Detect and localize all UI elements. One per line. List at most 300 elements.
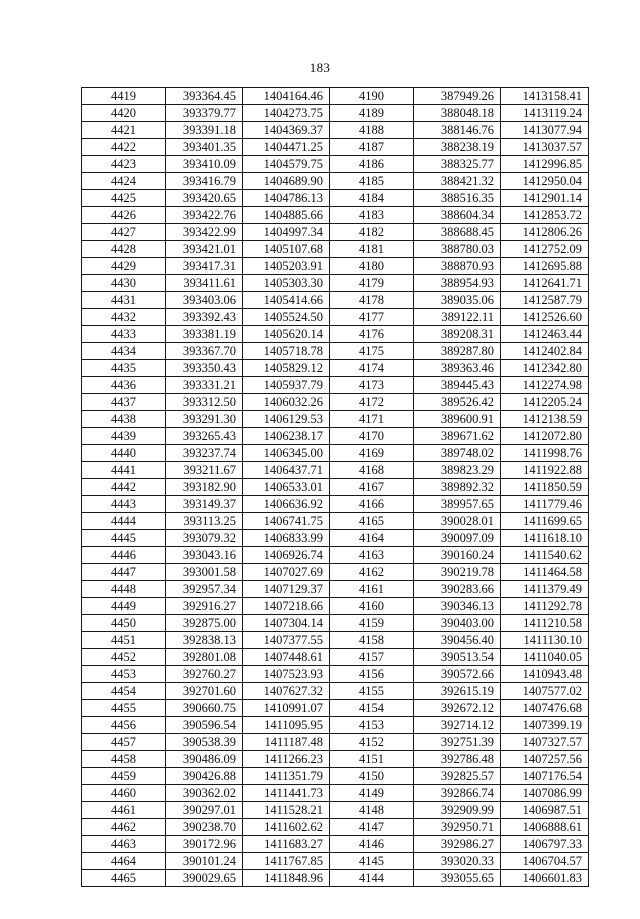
x-coordinate-left: 390297.01 bbox=[166, 802, 243, 819]
y-coordinate-right: 1411130.10 bbox=[501, 632, 589, 649]
coordinate-table bbox=[81, 87, 589, 887]
point-id-left: 4429 bbox=[82, 258, 166, 275]
y-coordinate-right: 1411379.49 bbox=[501, 581, 589, 598]
y-coordinate-right: 1411779.46 bbox=[501, 496, 589, 513]
y-coordinate-right: 1412901.14 bbox=[501, 190, 589, 207]
table-row bbox=[82, 768, 589, 785]
point-id-left: 4450 bbox=[82, 615, 166, 632]
x-coordinate-right: 389035.06 bbox=[414, 292, 501, 309]
y-coordinate-right: 1407257.56 bbox=[501, 751, 589, 768]
y-coordinate-left: 1405937.79 bbox=[243, 377, 330, 394]
x-coordinate-left: 392701.60 bbox=[166, 683, 243, 700]
x-coordinate-right: 389445.43 bbox=[414, 377, 501, 394]
point-id-right: 4167 bbox=[330, 479, 414, 496]
x-coordinate-left: 393411.61 bbox=[166, 275, 243, 292]
point-id-right: 4178 bbox=[330, 292, 414, 309]
x-coordinate-right: 393020.33 bbox=[414, 853, 501, 870]
x-coordinate-left: 393416.79 bbox=[166, 173, 243, 190]
y-coordinate-right: 1412853.72 bbox=[501, 207, 589, 224]
y-coordinate-right: 1411998.76 bbox=[501, 445, 589, 462]
point-id-right: 4144 bbox=[330, 870, 414, 887]
point-id-left: 4434 bbox=[82, 343, 166, 360]
y-coordinate-left: 1404164.46 bbox=[243, 88, 330, 105]
table-row bbox=[82, 530, 589, 547]
point-id-left: 4452 bbox=[82, 649, 166, 666]
y-coordinate-right: 1412996.85 bbox=[501, 156, 589, 173]
point-id-left: 4451 bbox=[82, 632, 166, 649]
table-row bbox=[82, 377, 589, 394]
point-id-left: 4428 bbox=[82, 241, 166, 258]
x-coordinate-left: 393001.58 bbox=[166, 564, 243, 581]
point-id-right: 4156 bbox=[330, 666, 414, 683]
point-id-left: 4444 bbox=[82, 513, 166, 530]
point-id-left: 4436 bbox=[82, 377, 166, 394]
x-coordinate-right: 389208.31 bbox=[414, 326, 501, 343]
y-coordinate-right: 1411699.65 bbox=[501, 513, 589, 530]
table-row bbox=[82, 836, 589, 853]
point-id-left: 4419 bbox=[82, 88, 166, 105]
x-coordinate-right: 392751.39 bbox=[414, 734, 501, 751]
y-coordinate-left: 1411351.79 bbox=[243, 768, 330, 785]
y-coordinate-right: 1407086.99 bbox=[501, 785, 589, 802]
table-row bbox=[82, 411, 589, 428]
table-row bbox=[82, 360, 589, 377]
x-coordinate-right: 389957.65 bbox=[414, 496, 501, 513]
point-id-left: 4431 bbox=[82, 292, 166, 309]
y-coordinate-left: 1404885.66 bbox=[243, 207, 330, 224]
table-row bbox=[82, 819, 589, 836]
point-id-right: 4147 bbox=[330, 819, 414, 836]
x-coordinate-right: 390028.01 bbox=[414, 513, 501, 530]
y-coordinate-right: 1412806.26 bbox=[501, 224, 589, 241]
table-row bbox=[82, 785, 589, 802]
point-id-left: 4447 bbox=[82, 564, 166, 581]
y-coordinate-left: 1405303.30 bbox=[243, 275, 330, 292]
point-id-left: 4448 bbox=[82, 581, 166, 598]
x-coordinate-left: 390486.09 bbox=[166, 751, 243, 768]
point-id-left: 4449 bbox=[82, 598, 166, 615]
point-id-right: 4158 bbox=[330, 632, 414, 649]
table-row bbox=[82, 496, 589, 513]
table-row bbox=[82, 88, 589, 105]
point-id-left: 4458 bbox=[82, 751, 166, 768]
point-id-right: 4183 bbox=[330, 207, 414, 224]
x-coordinate-right: 388325.77 bbox=[414, 156, 501, 173]
x-coordinate-right: 389526.42 bbox=[414, 394, 501, 411]
x-coordinate-right: 392866.74 bbox=[414, 785, 501, 802]
point-id-left: 4430 bbox=[82, 275, 166, 292]
point-id-right: 4176 bbox=[330, 326, 414, 343]
point-id-right: 4165 bbox=[330, 513, 414, 530]
x-coordinate-right: 388516.35 bbox=[414, 190, 501, 207]
point-id-left: 4420 bbox=[82, 105, 166, 122]
table-row bbox=[82, 156, 589, 173]
point-id-left: 4438 bbox=[82, 411, 166, 428]
x-coordinate-right: 389600.91 bbox=[414, 411, 501, 428]
point-id-right: 4159 bbox=[330, 615, 414, 632]
y-coordinate-left: 1406741.75 bbox=[243, 513, 330, 530]
point-id-right: 4187 bbox=[330, 139, 414, 156]
y-coordinate-left: 1406926.74 bbox=[243, 547, 330, 564]
table-row bbox=[82, 581, 589, 598]
y-coordinate-left: 1405524.50 bbox=[243, 309, 330, 326]
x-coordinate-right: 392615.19 bbox=[414, 683, 501, 700]
x-coordinate-right: 389671.62 bbox=[414, 428, 501, 445]
point-id-right: 4166 bbox=[330, 496, 414, 513]
y-coordinate-left: 1406833.99 bbox=[243, 530, 330, 547]
x-coordinate-right: 388238.19 bbox=[414, 139, 501, 156]
table-row bbox=[82, 122, 589, 139]
y-coordinate-right: 1411922.88 bbox=[501, 462, 589, 479]
table-row bbox=[82, 258, 589, 275]
x-coordinate-right: 388870.93 bbox=[414, 258, 501, 275]
x-coordinate-left: 392801.08 bbox=[166, 649, 243, 666]
x-coordinate-left: 393367.70 bbox=[166, 343, 243, 360]
table-row bbox=[82, 734, 589, 751]
y-coordinate-left: 1405107.68 bbox=[243, 241, 330, 258]
x-coordinate-right: 389748.02 bbox=[414, 445, 501, 462]
table-row bbox=[82, 547, 589, 564]
y-coordinate-left: 1411187.48 bbox=[243, 734, 330, 751]
x-coordinate-left: 390238.70 bbox=[166, 819, 243, 836]
x-coordinate-left: 392838.13 bbox=[166, 632, 243, 649]
table-row bbox=[82, 700, 589, 717]
y-coordinate-left: 1404273.75 bbox=[243, 105, 330, 122]
x-coordinate-left: 393401.35 bbox=[166, 139, 243, 156]
x-coordinate-left: 393043.16 bbox=[166, 547, 243, 564]
point-id-left: 4459 bbox=[82, 768, 166, 785]
point-id-left: 4455 bbox=[82, 700, 166, 717]
y-coordinate-left: 1405414.66 bbox=[243, 292, 330, 309]
point-id-right: 4181 bbox=[330, 241, 414, 258]
point-id-left: 4460 bbox=[82, 785, 166, 802]
point-id-right: 4152 bbox=[330, 734, 414, 751]
x-coordinate-right: 392672.12 bbox=[414, 700, 501, 717]
y-coordinate-right: 1407176.54 bbox=[501, 768, 589, 785]
y-coordinate-left: 1407627.32 bbox=[243, 683, 330, 700]
point-id-right: 4172 bbox=[330, 394, 414, 411]
x-coordinate-left: 393420.65 bbox=[166, 190, 243, 207]
x-coordinate-left: 390101.24 bbox=[166, 853, 243, 870]
point-id-left: 4456 bbox=[82, 717, 166, 734]
table-row bbox=[82, 241, 589, 258]
point-id-right: 4169 bbox=[330, 445, 414, 462]
y-coordinate-left: 1405718.78 bbox=[243, 343, 330, 360]
y-coordinate-left: 1411441.73 bbox=[243, 785, 330, 802]
point-id-left: 4445 bbox=[82, 530, 166, 547]
point-id-right: 4179 bbox=[330, 275, 414, 292]
point-id-right: 4171 bbox=[330, 411, 414, 428]
point-id-left: 4425 bbox=[82, 190, 166, 207]
y-coordinate-right: 1413119.24 bbox=[501, 105, 589, 122]
table-row bbox=[82, 717, 589, 734]
x-coordinate-left: 393422.76 bbox=[166, 207, 243, 224]
x-coordinate-left: 393237.74 bbox=[166, 445, 243, 462]
x-coordinate-right: 390283.66 bbox=[414, 581, 501, 598]
y-coordinate-right: 1411540.62 bbox=[501, 547, 589, 564]
y-coordinate-right: 1412138.59 bbox=[501, 411, 589, 428]
x-coordinate-left: 393312.50 bbox=[166, 394, 243, 411]
table-row bbox=[82, 224, 589, 241]
y-coordinate-left: 1405620.14 bbox=[243, 326, 330, 343]
y-coordinate-right: 1412402.84 bbox=[501, 343, 589, 360]
x-coordinate-right: 389122.11 bbox=[414, 309, 501, 326]
point-id-left: 4442 bbox=[82, 479, 166, 496]
y-coordinate-left: 1404579.75 bbox=[243, 156, 330, 173]
y-coordinate-right: 1407399.19 bbox=[501, 717, 589, 734]
point-id-left: 4446 bbox=[82, 547, 166, 564]
point-id-right: 4149 bbox=[330, 785, 414, 802]
x-coordinate-left: 392916.27 bbox=[166, 598, 243, 615]
point-id-right: 4162 bbox=[330, 564, 414, 581]
y-coordinate-left: 1411095.95 bbox=[243, 717, 330, 734]
y-coordinate-right: 1412587.79 bbox=[501, 292, 589, 309]
x-coordinate-right: 390219.78 bbox=[414, 564, 501, 581]
x-coordinate-left: 393331.21 bbox=[166, 377, 243, 394]
y-coordinate-right: 1411040.05 bbox=[501, 649, 589, 666]
point-id-left: 4464 bbox=[82, 853, 166, 870]
table-row bbox=[82, 275, 589, 292]
x-coordinate-left: 393113.25 bbox=[166, 513, 243, 530]
point-id-right: 4157 bbox=[330, 649, 414, 666]
point-id-right: 4190 bbox=[330, 88, 414, 105]
point-id-right: 4160 bbox=[330, 598, 414, 615]
y-coordinate-right: 1406987.51 bbox=[501, 802, 589, 819]
y-coordinate-left: 1404471.25 bbox=[243, 139, 330, 156]
x-coordinate-left: 393211.67 bbox=[166, 462, 243, 479]
point-id-right: 4150 bbox=[330, 768, 414, 785]
point-id-left: 4423 bbox=[82, 156, 166, 173]
y-coordinate-right: 1407577.02 bbox=[501, 683, 589, 700]
point-id-right: 4145 bbox=[330, 853, 414, 870]
x-coordinate-right: 390346.13 bbox=[414, 598, 501, 615]
x-coordinate-left: 393291.30 bbox=[166, 411, 243, 428]
point-id-right: 4154 bbox=[330, 700, 414, 717]
point-id-left: 4453 bbox=[82, 666, 166, 683]
x-coordinate-left: 393079.32 bbox=[166, 530, 243, 547]
y-coordinate-left: 1404786.13 bbox=[243, 190, 330, 207]
coordinate-table-body bbox=[82, 88, 589, 887]
x-coordinate-left: 390362.02 bbox=[166, 785, 243, 802]
point-id-left: 4435 bbox=[82, 360, 166, 377]
x-coordinate-right: 388604.34 bbox=[414, 207, 501, 224]
y-coordinate-left: 1407304.14 bbox=[243, 615, 330, 632]
x-coordinate-right: 392825.57 bbox=[414, 768, 501, 785]
x-coordinate-left: 390596.54 bbox=[166, 717, 243, 734]
x-coordinate-left: 390660.75 bbox=[166, 700, 243, 717]
x-coordinate-right: 392714.12 bbox=[414, 717, 501, 734]
point-id-left: 4441 bbox=[82, 462, 166, 479]
y-coordinate-right: 1412752.09 bbox=[501, 241, 589, 258]
table-row bbox=[82, 173, 589, 190]
y-coordinate-left: 1411266.23 bbox=[243, 751, 330, 768]
table-row bbox=[82, 802, 589, 819]
x-coordinate-right: 388688.45 bbox=[414, 224, 501, 241]
x-coordinate-left: 393350.43 bbox=[166, 360, 243, 377]
x-coordinate-left: 390029.65 bbox=[166, 870, 243, 887]
y-coordinate-right: 1411464.58 bbox=[501, 564, 589, 581]
y-coordinate-left: 1405203.91 bbox=[243, 258, 330, 275]
point-id-right: 4189 bbox=[330, 105, 414, 122]
y-coordinate-right: 1412205.24 bbox=[501, 394, 589, 411]
x-coordinate-right: 389287.80 bbox=[414, 343, 501, 360]
table-row bbox=[82, 683, 589, 700]
point-id-left: 4422 bbox=[82, 139, 166, 156]
y-coordinate-left: 1406533.01 bbox=[243, 479, 330, 496]
x-coordinate-right: 392986.27 bbox=[414, 836, 501, 853]
y-coordinate-left: 1407448.61 bbox=[243, 649, 330, 666]
x-coordinate-left: 393381.19 bbox=[166, 326, 243, 343]
point-id-right: 4188 bbox=[330, 122, 414, 139]
y-coordinate-right: 1413158.41 bbox=[501, 88, 589, 105]
y-coordinate-left: 1411683.27 bbox=[243, 836, 330, 853]
x-coordinate-right: 392950.71 bbox=[414, 819, 501, 836]
x-coordinate-left: 392875.00 bbox=[166, 615, 243, 632]
y-coordinate-left: 1407129.37 bbox=[243, 581, 330, 598]
point-id-right: 4184 bbox=[330, 190, 414, 207]
x-coordinate-right: 393055.65 bbox=[414, 870, 501, 887]
x-coordinate-right: 388780.03 bbox=[414, 241, 501, 258]
table-row bbox=[82, 190, 589, 207]
table-row bbox=[82, 326, 589, 343]
table-row bbox=[82, 394, 589, 411]
table-row bbox=[82, 615, 589, 632]
y-coordinate-right: 1406797.33 bbox=[501, 836, 589, 853]
x-coordinate-left: 393364.45 bbox=[166, 88, 243, 105]
x-coordinate-right: 392909.99 bbox=[414, 802, 501, 819]
table-row bbox=[82, 513, 589, 530]
y-coordinate-right: 1410943.48 bbox=[501, 666, 589, 683]
x-coordinate-right: 390572.66 bbox=[414, 666, 501, 683]
point-id-right: 4173 bbox=[330, 377, 414, 394]
x-coordinate-right: 389823.29 bbox=[414, 462, 501, 479]
x-coordinate-right: 392786.48 bbox=[414, 751, 501, 768]
point-id-left: 4427 bbox=[82, 224, 166, 241]
y-coordinate-left: 1407027.69 bbox=[243, 564, 330, 581]
point-id-left: 4463 bbox=[82, 836, 166, 853]
y-coordinate-left: 1404997.34 bbox=[243, 224, 330, 241]
y-coordinate-right: 1412526.60 bbox=[501, 309, 589, 326]
y-coordinate-left: 1411767.85 bbox=[243, 853, 330, 870]
x-coordinate-right: 390403.00 bbox=[414, 615, 501, 632]
point-id-right: 4168 bbox=[330, 462, 414, 479]
page-number: 183 bbox=[309, 60, 331, 75]
point-id-left: 4443 bbox=[82, 496, 166, 513]
y-coordinate-right: 1411850.59 bbox=[501, 479, 589, 496]
x-coordinate-right: 388146.76 bbox=[414, 122, 501, 139]
x-coordinate-right: 388954.93 bbox=[414, 275, 501, 292]
point-id-right: 4170 bbox=[330, 428, 414, 445]
x-coordinate-left: 393391.18 bbox=[166, 122, 243, 139]
y-coordinate-right: 1412641.71 bbox=[501, 275, 589, 292]
y-coordinate-right: 1413037.57 bbox=[501, 139, 589, 156]
y-coordinate-left: 1411848.96 bbox=[243, 870, 330, 887]
table-row bbox=[82, 292, 589, 309]
y-coordinate-right: 1412274.98 bbox=[501, 377, 589, 394]
x-coordinate-right: 390160.24 bbox=[414, 547, 501, 564]
point-id-right: 4174 bbox=[330, 360, 414, 377]
table-row bbox=[82, 139, 589, 156]
point-id-right: 4182 bbox=[330, 224, 414, 241]
x-coordinate-left: 393392.43 bbox=[166, 309, 243, 326]
point-id-left: 4432 bbox=[82, 309, 166, 326]
point-id-right: 4163 bbox=[330, 547, 414, 564]
y-coordinate-left: 1406238.17 bbox=[243, 428, 330, 445]
point-id-right: 4186 bbox=[330, 156, 414, 173]
x-coordinate-left: 393379.77 bbox=[166, 105, 243, 122]
point-id-left: 4465 bbox=[82, 870, 166, 887]
y-coordinate-left: 1407377.55 bbox=[243, 632, 330, 649]
point-id-right: 4155 bbox=[330, 683, 414, 700]
table-row bbox=[82, 564, 589, 581]
y-coordinate-left: 1407523.93 bbox=[243, 666, 330, 683]
point-id-right: 4164 bbox=[330, 530, 414, 547]
y-coordinate-right: 1412695.88 bbox=[501, 258, 589, 275]
y-coordinate-left: 1404689.90 bbox=[243, 173, 330, 190]
point-id-left: 4426 bbox=[82, 207, 166, 224]
y-coordinate-left: 1405829.12 bbox=[243, 360, 330, 377]
y-coordinate-left: 1407218.66 bbox=[243, 598, 330, 615]
x-coordinate-left: 393422.99 bbox=[166, 224, 243, 241]
x-coordinate-left: 390172.96 bbox=[166, 836, 243, 853]
point-id-right: 4185 bbox=[330, 173, 414, 190]
y-coordinate-right: 1412950.04 bbox=[501, 173, 589, 190]
y-coordinate-left: 1406345.00 bbox=[243, 445, 330, 462]
x-coordinate-left: 393421.01 bbox=[166, 241, 243, 258]
y-coordinate-right: 1412463.44 bbox=[501, 326, 589, 343]
point-id-right: 4161 bbox=[330, 581, 414, 598]
y-coordinate-left: 1411528.21 bbox=[243, 802, 330, 819]
x-coordinate-right: 387949.26 bbox=[414, 88, 501, 105]
y-coordinate-right: 1411618.10 bbox=[501, 530, 589, 547]
point-id-left: 4421 bbox=[82, 122, 166, 139]
point-id-left: 4437 bbox=[82, 394, 166, 411]
table-row bbox=[82, 428, 589, 445]
y-coordinate-left: 1406129.53 bbox=[243, 411, 330, 428]
x-coordinate-right: 389892.32 bbox=[414, 479, 501, 496]
x-coordinate-right: 388421.32 bbox=[414, 173, 501, 190]
y-coordinate-right: 1406704.57 bbox=[501, 853, 589, 870]
table-row bbox=[82, 479, 589, 496]
table-row bbox=[82, 343, 589, 360]
point-id-right: 4148 bbox=[330, 802, 414, 819]
y-coordinate-right: 1406888.61 bbox=[501, 819, 589, 836]
point-id-right: 4175 bbox=[330, 343, 414, 360]
table-row bbox=[82, 870, 589, 887]
table-row bbox=[82, 105, 589, 122]
y-coordinate-right: 1407327.57 bbox=[501, 734, 589, 751]
point-id-left: 4454 bbox=[82, 683, 166, 700]
x-coordinate-left: 393417.31 bbox=[166, 258, 243, 275]
point-id-left: 4462 bbox=[82, 819, 166, 836]
x-coordinate-right: 390097.09 bbox=[414, 530, 501, 547]
x-coordinate-left: 392760.27 bbox=[166, 666, 243, 683]
x-coordinate-left: 393182.90 bbox=[166, 479, 243, 496]
y-coordinate-left: 1406032.26 bbox=[243, 394, 330, 411]
x-coordinate-right: 389363.46 bbox=[414, 360, 501, 377]
point-id-left: 4439 bbox=[82, 428, 166, 445]
table-row bbox=[82, 649, 589, 666]
x-coordinate-right: 390513.54 bbox=[414, 649, 501, 666]
x-coordinate-right: 388048.18 bbox=[414, 105, 501, 122]
x-coordinate-left: 393403.06 bbox=[166, 292, 243, 309]
point-id-right: 4153 bbox=[330, 717, 414, 734]
x-coordinate-left: 393410.09 bbox=[166, 156, 243, 173]
x-coordinate-left: 392957.34 bbox=[166, 581, 243, 598]
point-id-left: 4433 bbox=[82, 326, 166, 343]
point-id-right: 4146 bbox=[330, 836, 414, 853]
x-coordinate-left: 393265.43 bbox=[166, 428, 243, 445]
